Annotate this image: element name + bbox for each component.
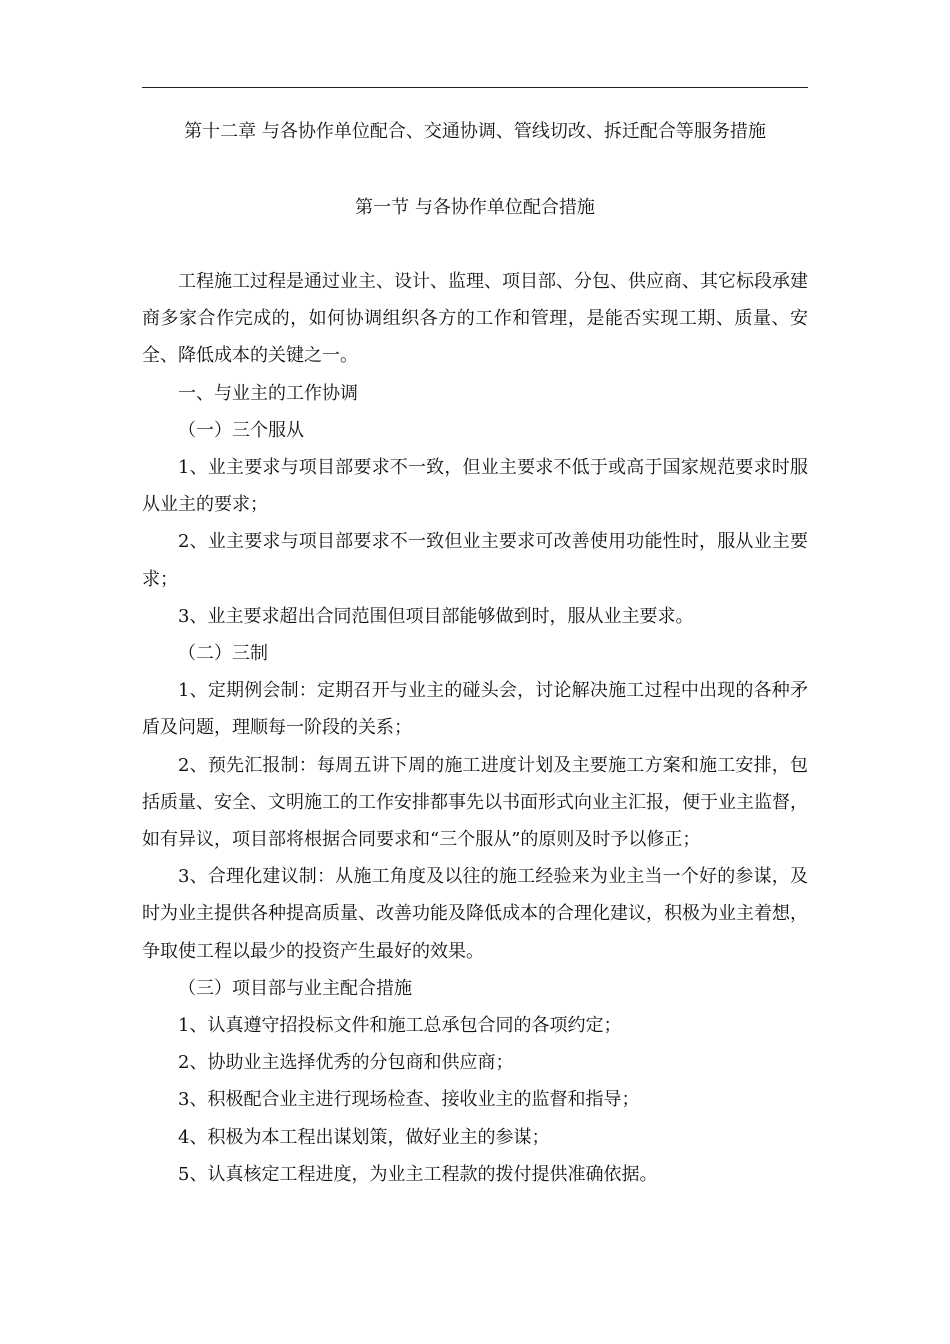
subheading-three-systems: （二）三制 (178, 643, 268, 665)
list-item: 1、业主要求与项目部要求不一致，但业主要求不低于或高于国家规范要求时服从业主的要求； (142, 457, 808, 516)
section-title: 第一节 与各协作单位配合措施 (355, 197, 595, 218)
list-item: 1、定期例会制：定期召开与业主的碰头会，讨论解决施工过程中出现的各种矛盾及问题，理顺每一阶段的关系； (142, 680, 808, 739)
list-item: 3、业主要求超出合同范围但项目部能够做到时，服从业主要求。 (178, 605, 694, 627)
document-body (142, 263, 808, 1193)
list-item: 3、积极配合业主进行现场检查、接收业主的监督和指导； (178, 1089, 640, 1111)
header-rule (142, 87, 808, 88)
subheading-cooperation-measures: （三）项目部与业主配合措施 (178, 977, 412, 999)
chapter-title: 第十二章 与各协作单位配合、交通协调、管线切改、拆迁配合等服务措施 (184, 121, 766, 142)
subheading-three-obey: （一）三个服从 (178, 419, 304, 441)
list-item: 1、认真遵守招投标文件和施工总承包合同的各项约定； (178, 1015, 622, 1037)
list-item: 3、合理化建议制：从施工角度及以往的施工经验来为业主当一个好的参谋，及时为业主提供各种提高质量、改善功能及降低成本的合理化建议，积极为业主着想，争取使工程以最少的投资产生最好的效果。 (142, 866, 808, 962)
list-item: 5、认真核定工程进度，为业主工程款的拨付提供准确依据。 (178, 1163, 658, 1185)
list-item: 2、业主要求与项目部要求不一致但业主要求可改善使用功能性时，服从业主要求； (142, 531, 808, 590)
intro-paragraph: 工程施工过程是通过业主、设计、监理、项目部、分包、供应商、其它标段承建商多家合作完成的，如何协调组织各方的工作和管理，是能否实现工期、质量、安全、降低成本的关键之一。 (142, 271, 808, 367)
heading-owner-coordination: 一、与业主的工作协调 (178, 382, 358, 404)
list-item: 2、预先汇报制：每周五讲下周的施工进度计划及主要施工方案和施工安排，包括质量、安全、文明施工的工作安排都事先以书面形式向业主汇报，便于业主监督，如有异议，项目部将根据合同要求和“三个服从”的原则及时予以修正； (142, 754, 808, 851)
list-item: 4、积极为本工程出谋划策，做好业主的参谋； (178, 1126, 550, 1148)
list-item: 2、协助业主选择优秀的分包商和供应商； (178, 1052, 514, 1074)
